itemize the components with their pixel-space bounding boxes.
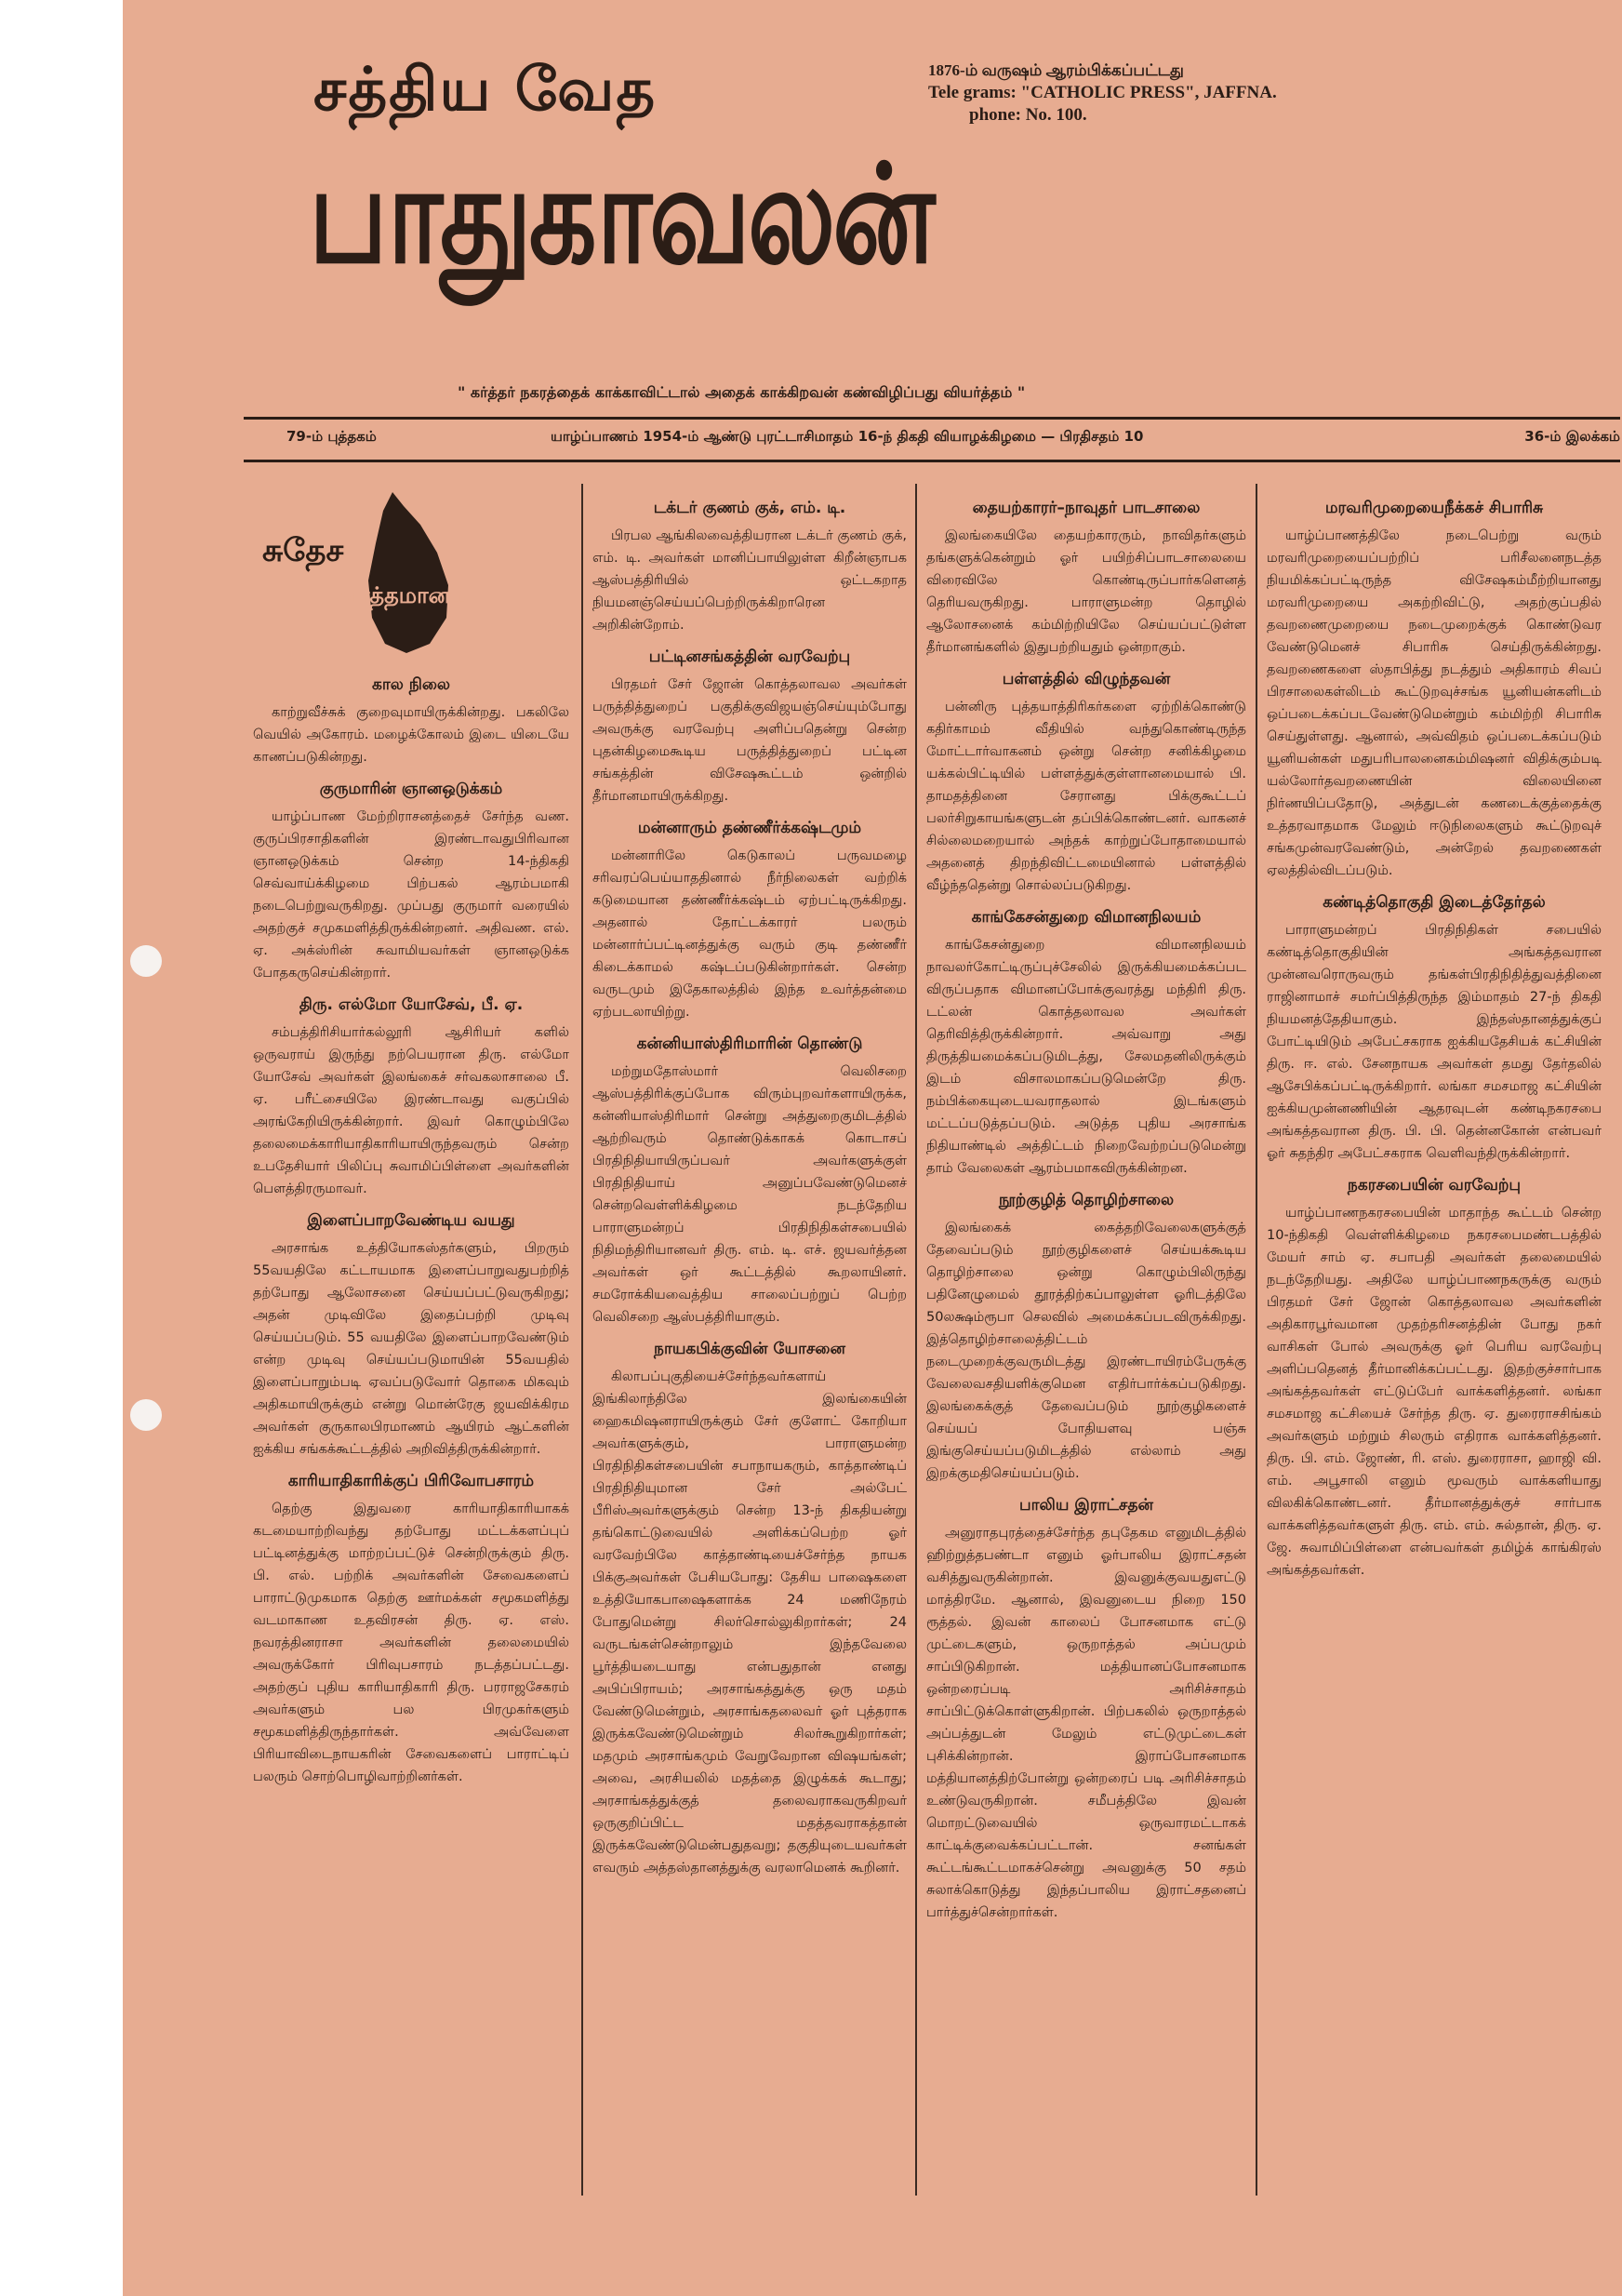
- founded-line: 1876-ம் வருஷம் ஆரம்பிக்கப்பட்டது: [928, 61, 1184, 79]
- punch-hole: [130, 945, 162, 977]
- headline: தையற்காரர்–நாவுதர் பாடசாலை: [972, 499, 1201, 517]
- article-text: இலங்கைக் கைத்தறிவேலைகளுக்குத் தேவைப்படும் நூற்குழிகளைச் செய்யக்கூடிய தொழிற்சாலை ஒன்று கொழும்பிலிருந்து பதினேழுமைல் தூரத்திற்கப்பாலுள்ள ஓரிடத்திலே 50லக்ஷம்ரூபா செலவில் அமைக்கப்படவிருக்கிறது. இத்தொழிற்சாலைத்திட்டம் நடைமுறைக்குவருமிடத்து இரண்டாயிரம்பேருக்கு வேலைவசதியளிக்குமென எதிர்பார்க்கப்படுகிறது. இலங்கைக்குத் தேவைப்படும் நூற்குழிகளைச் செய்யப் போதியளவு பஞ்சு இங்குசெய்யப்படுமிடத்தில் எல்லாம் அது இறக்குமதிசெய்யப்படும்.: [926, 1221, 1246, 1481]
- phone-line: phone: No. 100.: [969, 105, 1087, 125]
- article-text: காற்றுவீச்சுக் குறைவுமாயிருக்கின்றது. பகலிலே வெயில் அகோரம். மழைக்கோலம் இடை யிடையே காணப்படுகின்றது.: [253, 705, 569, 765]
- masthead-motto: " கர்த்தர் நகரத்தைக் காக்காவிட்டால் அதைக் காக்கிறவன் கண்விழிப்பது வியர்த்தம் ": [458, 383, 1026, 401]
- article-text: யாழ்ப்பாண மேற்றிராசனத்தைச் சேர்ந்த வண. குருப்பிரசாதிகளின் இரண்டாவதுபிரிவான ஞானஒடுக்கம் சென்ற 14-ந்திகதி செவ்வாய்க்கிழமை பிற்பகல் ஆரம்பமாகி நடைபெற்றுவருகிறது. முப்பது குருமார் வரையில் அதற்குச் சமுகமளித்திருக்கின்றனர். அதிவண. எல். ஏ. அக்ஸ்ரின் சுவாமியவர்கள் ஞானஒடுக்க போதகருசெய்கின்றார்.: [253, 809, 569, 981]
- top-rule: [244, 417, 1620, 420]
- punch-hole: [130, 1399, 162, 1431]
- article-text: காங்கேசன்துறை விமானநிலயம் நாவலர்கோட்டிருப்புச்சேலில் இருக்கியமைக்கப்பட விருப்பதாக விமானப்போக்குவரத்து மந்திரி திரு. டட்லன் கொத்தலாவல அவர்கள் தெரிவித்திருக்கின்றார். அவ்வாறு அது திருத்தியமைக்கப்படுமிடத்து, சேலமதனிலிருக்கும் இடம் விசாலமாகப்படுமென்றே திரு. நம்பிக்கையுடையவராதலால் இடங்களும் மட்டப்படுத்தப்படும். அடுத்த புதிய அரசாங்க நிதியாண்டில் அத்திட்டம் நிறைவேற்றப்படுமென்று தாம் வேலைகள் ஆரம்பமாகவிருக்கின்றன.: [926, 938, 1246, 1176]
- headline: பாலிய இராட்சதன்: [1018, 1496, 1154, 1515]
- headline: நூற்குழித் தொழிற்சாலை: [998, 1191, 1175, 1209]
- headline: நகரசபையின் வரவேற்பு: [1347, 1176, 1522, 1195]
- article-text: யாழ்ப்பாணநகரசபையின் மாதாந்த கூட்டம் சென்ற 10-ந்திகதி வெள்ளிக்கிழமை நகரசபைமண்டபத்தில் மேயர் சாம் ஏ. சபாபதி அவர்கள் தலைமையில் நடந்தேறியது. அதிலே யாழ்ப்பாணநகருக்கு வரும் பிரதமர் சேர் ஜோன் கொத்தலாவல அவர்களின் அதிகாரபூர்வமான முதற்தரிசனத்தின் போது நகர் வாசிகள் போல் அவருக்கு ஓர் பெரிய வரவேற்பு அளிப்பதெனத் தீர்மானிக்கப்பட்டது. இதற்குச்சார்பாக அங்கத்தவர்கள் எட்டுப்பேர் வாக்களித்தனர். லங்கா சமசமாஜ கட்சியைச் சேர்ந்த திரு. ஏ. துரைராசசிங்கம் அவர்களும் மற்றும் சிலரும் எதிராக வாக்களித்தனர். திரு. பி. எம். ஜோண், ரி. எஸ். துரைராசா, ஹாஜி வி. எம். அபூசாலி எனும் மூவரும் வாக்களியாது விலகிக்கொண்டனர். தீர்மானத்துக்குச் சார்பாக வாக்களித்தவர்களுள் திரு. எம். எம். சுல்தான், திரு. ஏ. ஜே. சுவாமிப்பிள்ளை என்பவர்கள் தமிழ்க் காங்கிரஸ் அங்கத்தவர்கள்.: [1267, 1206, 1602, 1578]
- article-text: யாழ்ப்பாணத்திலே நடைபெற்று வரும் மரவரிமுறையைப்பற்றிப் பரிசீலனைநடத்த நியமிக்கப்பட்டிருந்த விசேஷகம்மீற்றியானது மரவரிமுறையை அகற்றிவிட்டு, அதற்குப்பதில் தவறணைமுறையை நடைமுறைக்குக் கொண்டுவர வேண்டுமெனச் சிபாரிசு செய்திருக்கின்றது. தவறணைகளை ஸ்தாபித்து நடத்தும் அதிகாரம் சிவப் பிரசாலைகள்லிடம் கூட்டுறவுச்சங்க யூனியன்களிடம் ஒப்படைக்கப்படவேண்டுமென்றும் கம்மிற்றி சிபாரிசு செய்துள்ளது. ஆனால், அவ்விதம் ஒப்படைக்கப்படும் யூனியன்கள் மதுபரிபாலனைகம்மிஷனர் விதிக்கும்படி யல்லோர்தவறணையின் விலையினை நிர்ணயிப்பதோடு, அத்துடன் கணடைக்குத்தைக்கு உத்தரவாதமாக மேலும் ஈடுநிலைகளும் கூட்டுறவுச் சங்கமுன்வரவேண்டும், அன்றேல் தவறணைகள் ஏலத்தில்விடப்படும்.: [1267, 528, 1602, 878]
- headline: பட்டினசங்கத்தின் வரவேற்பு: [648, 647, 851, 666]
- masthead-title-main: பாதுகாவலன்: [309, 136, 933, 294]
- column-3: [926, 487, 1246, 1929]
- article-text: பிரபல ஆங்கிலவைத்தியரான டக்டர் குணம் குக், எம். டி. அவர்கள் மானிப்பாயிலுள்ள கிறீன்ஞாபக ஆஸ்பத்திரியில் ஒட்டகறாத நியமனஞ்செய்யப்பெற்றிருக்கிறாரென அறிகின்றோம்.: [592, 528, 907, 633]
- headline: காரியாதிகாரிக்குப் பிரிவோபசாரம்: [287, 1472, 535, 1490]
- section-logo: [253, 487, 569, 664]
- article-text: கிலாபப்புகுதியைச்சேர்ந்தவர்களாய் இங்கிலாந்திலே இலங்கையின் ஹைகமிஷனராயிருக்கும் சேர் குளோட் கோறியா அவர்களுக்கும், பாராளுமன்ற பிரதிநிதிகள்சபையின் சபாநாயகரும், காத்தாண்டிப் பிரதிநிதியுமான சேர் அல்பேட் பீரிஸ்அவர்களுக்கும் சென்ற 13-ந் திகதியன்று தங்கொட்டுவையில் அளிக்கப்பெற்ற ஓர் வரவேற்பிலே காத்தாண்டியைச்சேர்ந்த நாயக பிக்குஅவர்கள் பேசியபோது: தேசிய பாஷைகளை உத்தியோகபாஷைகளாக்க 24 மணிநேரம் போதுமென்று சிலர்சொல்லுகிறார்கள்; 24 வருடங்கள்சென்றாலும் இந்தவேலை பூர்த்தியடையாது என்பதுதான் எனது அபிப்பிராயம்; அரசாங்கத்துக்கு ஒரு மதம் வேண்டுமென்றும், அரசாங்கதலைவர் ஓர் புத்தராக இருக்கவேண்டுமென்றும் சிலர்கூறுகிறார்கள்; மதமும் அரசாங்கமும் வேறுவேறான விஷயங்கள்; அவை, அரசியலில் மதத்தை இழுக்கக் கூடாது; அரசாங்கத்துக்குத் தலைவராகவருகிறவர் ஒருகுறிப்பிட்ட மதத்தவராகத்தான் இருக்கவேண்டுமென்பதுதவறு; தகுதியுடையவர்கள் எவரும் அத்தஸ்தானத்துக்கு வரலாமெனக் கூறினர்.: [592, 1369, 907, 1876]
- article-text: அரசாங்க உத்தியோகஸ்தர்களும், பிறரும் 55வயதிலே கட்டாயமாக இளைப்பாறுவதுபற்றித் தற்போது ஆலோசனை செய்யப்பட்டுவருகிறது; அதன் முடிவிலே இதைப்பற்றி முடிவு செய்யப்படும். 55 வயதிலே இளைப்பாறவேண்டும் என்ற முடிவு செய்யப்படுமாயின் 55வயதில் இளைப்பாறும்படி ஏவப்படுவோர் தொகை மிகவும் அதிகமாயிருக்கும் என்று மொன்ரேகு ஜயவிக்கிரம அவர்கள் குருகாலபிரமாணம் ஆயிரம் ஆட்களின் ஐக்கிய சங்கக்கூட்டத்தில் அறிவித்திருக்கின்றார்.: [253, 1241, 569, 1457]
- column-divider: [581, 484, 583, 2196]
- logo-line-2: வர்த்தமானம்: [337, 582, 469, 608]
- column-1: [253, 487, 569, 1794]
- headline: திரு. எல்மோ யோசேவ், பீ. ஏ.: [299, 995, 524, 1014]
- column-2: [592, 487, 907, 1885]
- logo-line-1: சுதேச: [262, 532, 344, 569]
- article-text: அனுராதபுரத்தைச்சேர்ந்த தபுதேகம எனுமிடத்தில் ஹிற்றுத்தபண்டா எனும் ஓர்பாலிய இராட்சதன் வசித்துவருகின்றான். இவனுக்குவயதுஎட்டு மாத்திரமே. ஆனால், இவனுடைய நிறை 150 ரூத்தல். இவன் காலைப் போசனமாக எட்டு முட்டைகளும், ஒருறாத்தல் அப்பமும் சாப்பிடுகிறான். மத்தியானப்போசனமாக ஒன்றரைப்படி அரிசிச்சாதம் சாப்பிட்டுக்கொள்ளுகிறான். பிற்பகலில் ஒருறாத்தல் அப்பத்துடன் மேலும் எட்டுமுட்டைகள் புசிக்கின்றான். இராப்போசனமாக மத்தியானத்திற்போன்று ஒன்றரைப் படி அரிசிச்சாதம் உண்டுவருகிறான். சமீபத்திலே இவன் மொறட்டுவையில் ஒருவாரமட்டாகக் காட்டிக்குவைக்கப்பட்டான். சனங்கள் கூட்டங்கூட்டமாகச்சென்று அவனுக்கு 50 சதம் சுலாக்கொடுத்து இந்தப்பாலிய இராட்சதனைப் பார்த்துச்சென்றார்கள்.: [926, 1526, 1246, 1920]
- article-text: இலங்கையிலே தையற்காரரும், நாவிதர்களும் தங்களுக்கென்றும் ஓர் பயிற்சிப்பாடசாலையை விரைவிலே கொண்டிருப்பார்களெனத் தெரியவருகிறது. பாராளுமன்ற தொழில் ஆலோசனைக் கம்மிற்றியிலே செய்யப்பட்டுள்ள தீர்மானங்களில் இதுபற்றியதும் ஒன்றாகும்.: [926, 528, 1246, 655]
- column-4: [1267, 487, 1602, 1587]
- article-text: பிரதமர் சேர் ஜோன் கொத்தலாவல அவர்கள் பருத்தித்துறைப் பகுதிக்குவிஜயஞ்செய்யும்போது அவருக்கு வரவேற்பு அளிப்பதென்று சென்ற புதன்கிழமைகூடிய பருத்தித்துறைப் பட்டின சங்கத்தின் விசேஷகூட்டம் ஒன்றில் தீர்மானமாயிருக்கிறது.: [592, 677, 907, 804]
- column-divider: [1256, 484, 1257, 2196]
- issue-date: யாழ்ப்பாணம் 1954-ம் ஆண்டு புரட்டாசிமாதம் 16-ந் திகதி வியாழக்கிழமை — பிரதிசதம் 10: [551, 428, 1144, 445]
- headline: மன்னாரும் தண்ணீர்க்கஷ்டமும்: [637, 819, 862, 837]
- headline: குருமாரின் ஞானஒடுக்கம்: [319, 780, 503, 798]
- masthead-title-top: சத்திய வேத: [313, 56, 658, 125]
- headline: பள்ளத்தில் விழுந்தவன்: [1002, 670, 1171, 688]
- headline: கண்டித்தொகுதி இடைத்தேர்தல்: [1323, 893, 1546, 912]
- dateline: [244, 424, 1620, 452]
- masthead-contact: [928, 60, 1277, 127]
- headline: இளைப்பாறவேண்டிய வயது: [307, 1211, 515, 1230]
- headline: மரவரிமுறையைநீக்கச் சிபாரிசு: [1324, 499, 1544, 517]
- headline: கன்னியாஸ்திரிமாரின் தொண்டு: [636, 1035, 863, 1053]
- headline: கால நிலை: [371, 675, 451, 694]
- article-text: தெற்கு இதுவரை காரியாதிகாரியாகக் கடமையாற்றிவந்து தற்போது மட்டக்களப்புப் பட்டினத்துக்கு மாற்றப்பட்டுச் சென்றிருக்கும் திரு. பி. எல். பற்றிக் அவர்களின் சேவைகளைப் பாராட்டுமுகமாக தெற்கு ஊர்மக்கள் சமூகமளித்து வடமாகாண உதவிரசன் திரு. ஏ. எஸ். நவரத்தினராசா அவர்களின் தலைமையில் அவருக்கோர் பிரிவுபசாரம் நடத்தப்பட்டது. அதற்குப் புதிய காரியாதிகாரி திரு. பரராஜசேகரம் அவர்களும் பல பிரமுகர்களும் சமூகமளித்திருந்தார்கள். அவ்வேளை பிரியாவிடைநாயகரின் சேவைகளைப் பாராட்டிப் பலரும் சொற்பொழிவாற்றினர்கள்.: [253, 1502, 569, 1784]
- newspaper-page: [123, 0, 1622, 2296]
- bottom-rule: [244, 460, 1620, 462]
- headline: காங்கேசன்துறை விமானநிலயம்: [971, 908, 1202, 927]
- headline: டக்டர் குணம் குக், எம். டி.: [653, 499, 846, 517]
- article-text: மன்னாரிலே கெடுகாலப் பருவமழை சரிவரப்பெய்யாததினால் நீர்நிலைகள் வற்றிக் கடுமையான தண்ணீர்க்கஷ்டம் ஏற்பட்டிருக்கிறது. அதனால் தோட்டக்காரர் பலரும் மன்னார்ப்பட்டினத்துக்கு வரும் குடி தண்ணீர் கிடைக்காமல் கஷ்டப்படுகின்றார்கள். சென்ற வருடமும் இதேகாலத்தில் இந்த உவர்த்தன்மை ஏற்படலாயிற்று.: [592, 848, 907, 1020]
- column-divider: [915, 484, 917, 2196]
- sri-lanka-map-icon: [355, 487, 458, 655]
- telegrams-line: Tele grams: "CATHOLIC PRESS", JAFFNA.: [928, 83, 1277, 102]
- headline: நாயகபிக்குவின் யோசனை: [654, 1340, 845, 1358]
- article-text: சம்பத்திரிசியார்கல்லூரி ஆசிரியர் களில் ஒருவராய் இருந்து நற்பெயரான திரு. எல்மோ யோசேவ் அவர்கள் இலங்கைச் சர்வகலாசாலை பீ. ஏ. பரீட்சையிலே இரண்டாவது வகுப்பில் அரங்கேறியிருக்கின்றார். இவர் கொழும்பிலே தலைமைக்காரியாதிகாரியாயிருந்தவரும் சென்ற உபதேசியார் பிலிப்பு சுவாமிப்பிள்ளை அவர்களின் பௌத்திரருமாவர்.: [253, 1025, 569, 1196]
- article-text: மற்றுமதோஸ்மார் வெலிசறை ஆஸ்பத்திரிக்குப்போக விரும்புறவர்களாயிருக்க, கன்னியாஸ்திரிமார் சென்று அத்துறைகுமிடத்தில் ஆற்றிவரும் தொண்டுக்காகக் கொடாசப் பிரதிநிதியாயிருப்பவர் அவர்களுக்குள் பிரதிநிதியாய் அனுப்பவேண்டுமெனச் சென்றவெள்ளிக்கிழமை நடந்தேறிய பாராளுமன்றப் பிரதிநிதிகள்சபையில் நிதிமந்திரியானவர் திரு. எம். டி. எச். ஜயவர்த்தன அவர்கள் ஒர் கூட்டத்தில் கூறலாயினர். சமரோக்கியவைத்திய சாலைப்பற்றுப் பெற்ற வெலிசறை ஆஸ்பத்திரியாகும்.: [592, 1064, 907, 1325]
- volume-number: 79-ம் புத்தகம்: [286, 428, 377, 445]
- article-text: பன்னிரு புத்தயாத்திரிகர்களை ஏற்றிக்கொண்டு கதிர்காமம் வீதியில் வந்துகொண்டிருந்த மோட்டார்வாகனம் ஒன்று சென்ற சனிக்கிழமை யக்கல்பிட்டியில் பள்ளத்துக்குள்ளானமையால் பி. தாமதத்தினை சேரானது பிக்குகூட்டப் பலர்சிறுகாயங்களுடன் தப்பிக்கொண்டனர். வாகனச் சில்லைமறையால் அந்தக் காற்றுப்போதாமையால் அதனைத் திறந்திவிட்டமையினால் பள்ளத்தில் வீழ்ந்ததென்று சொல்லப்படுகிறது.: [926, 700, 1246, 893]
- issue-number: 36-ம் இலக்கம்: [1524, 428, 1620, 445]
- article-text: பாராளுமன்றப் பிரதிநிதிகள் சபையில் கண்டித்தொகுதியின் அங்கத்தவரான முன்னவரொருவரும் தங்கள்பிரதிநிதித்துவத்தினை ராஜினாமாச் சமர்ப்பித்திருந்த இம்மாதம் 27-ந் திகதி நியமனத்தேதியாகும். இந்தஸ்தானத்துக்குப் போட்டியிடும் அபேட்சகராக ஐக்கியதேசியக் கட்சியின் திரு. ஈ. எல். சேனநாயக அவர்கள் தமது தேர்தலில் ஆசேபிக்கப்பட்டிருக்கிறார். லங்கா சமசமாஜ கட்சியின் ஐக்கியமுன்னணியின் ஆதரவுடன் கண்டிநகரசபை அங்கத்தவரான திரு. பி. பி. தென்னகோன் என்பவர் ஓர் சுதந்திர அபேட்சகராக வெளிவந்திருக்கின்றார்.: [1267, 923, 1602, 1161]
